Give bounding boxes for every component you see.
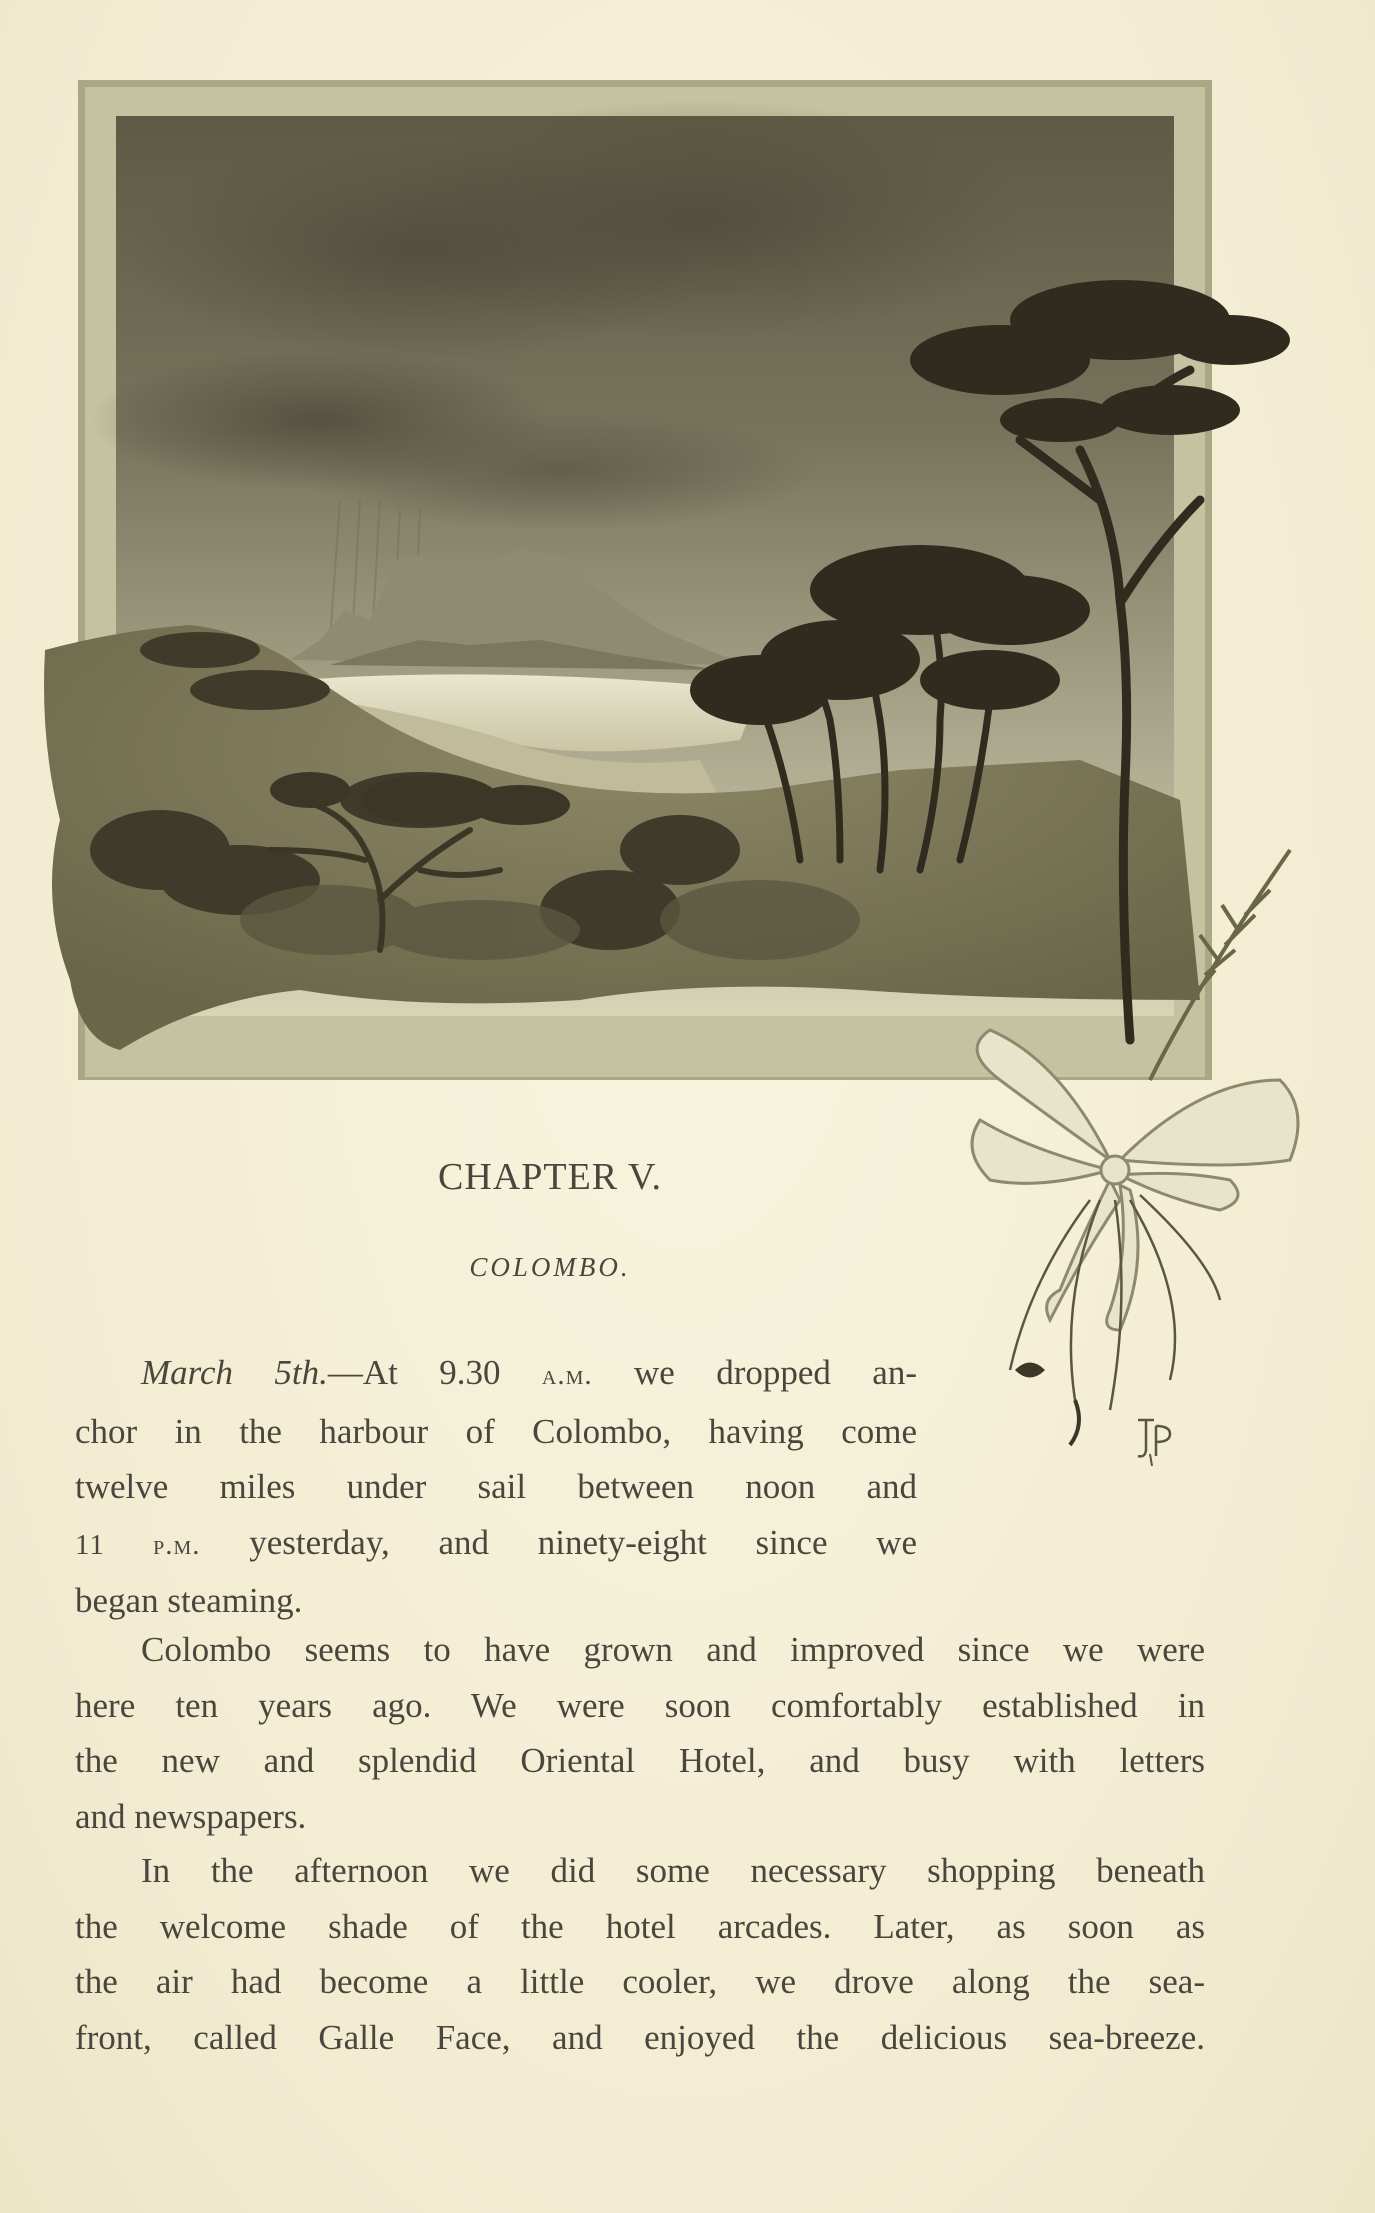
chapter-title: CHAPTER V. — [438, 1156, 662, 1198]
monogram-icon — [1130, 1408, 1180, 1468]
paragraph-line — [75, 1515, 917, 1574]
time-suffix: p.m. — [153, 1528, 201, 1561]
paragraph-line: the new and splendid Oriental Hotel, and busy with letters — [75, 1741, 1205, 1780]
artist-monogram — [1130, 1408, 1180, 1468]
paragraph-3 — [75, 1843, 1205, 2065]
entry-date: March 5th. — [141, 1353, 328, 1392]
text-span: —At 9.30 — [327, 1353, 542, 1392]
paragraph-line: In the afternoon we did some necessary shopping beneath — [141, 1851, 1205, 1890]
paragraph-line: twelve miles under sail between noon and — [75, 1467, 917, 1506]
time-number: 11 — [75, 1528, 154, 1561]
text-span: yesterday, and ninety-eight since we — [200, 1522, 917, 1562]
paragraph-line: front, called Galle Face, and enjoyed the delicious sea-breeze. — [75, 2017, 1205, 2057]
time-suffix: a.m. — [541, 1359, 593, 1391]
paragraph-line — [75, 1345, 917, 1404]
paragraph-line: chor in the harbour of Colombo, having come — [75, 1411, 917, 1451]
paragraph-line: the welcome shade of the hotel arcades. Later, as soon as — [75, 1906, 1205, 1946]
paragraph-line: began steaming. — [75, 1581, 303, 1620]
paragraph-line: here ten years ago. We were soon comfortably established in — [75, 1685, 1205, 1725]
paragraph-2 — [75, 1622, 1205, 1844]
paragraph-line: and newspapers. — [75, 1796, 307, 1836]
paragraph-line: the air had become a little cooler, we drove along the sea- — [75, 1962, 1205, 2001]
paragraph-1 — [75, 1345, 917, 1629]
chapter-subtitle: COLOMBO. — [469, 1252, 631, 1282]
text-span: we dropped an- — [592, 1353, 917, 1392]
paragraph-line: Colombo seems to have grown and improved since we were — [141, 1630, 1205, 1669]
